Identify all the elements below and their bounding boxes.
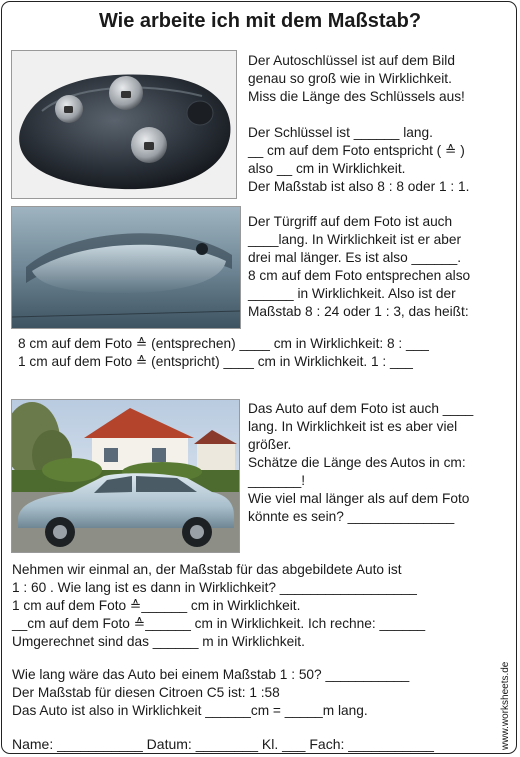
text-line: Schätze die Länge des Autos in cm: xyxy=(248,455,466,470)
text-line: Der Schlüssel ist ______ lang. xyxy=(248,125,433,140)
text-line: 8 cm auf dem Foto ≙ (entsprechen) ____ cm in Wirklichkeit: 8 : ___ xyxy=(18,336,429,351)
text-line: drei mal länger. Es ist also ______. xyxy=(248,250,462,265)
scale-exercise xyxy=(12,561,425,651)
car-key-photo xyxy=(11,50,237,199)
subject-label: Fach: xyxy=(309,736,345,752)
date-label: Datum: xyxy=(146,736,192,752)
date-blank: ________ xyxy=(195,736,258,752)
handle-description xyxy=(248,213,470,321)
text-line: lang. In Wirklichkeit ist es aber viel xyxy=(248,419,458,434)
page-title: Wie arbeite ich mit dem Maßstab? xyxy=(98,10,422,32)
footer-fields xyxy=(12,735,434,753)
name-label: Name: xyxy=(12,736,54,752)
text-line: __ cm auf dem Foto entspricht ( ≙ ) xyxy=(248,143,465,158)
text-line: Das Auto ist also in Wirklichkeit ______cm = _____m lang. xyxy=(12,703,368,718)
text-line: Nehmen wir einmal an, der Maßstab für das abgebildete Auto ist xyxy=(12,562,402,577)
text-line: könnte es sein? ______________ xyxy=(248,509,455,524)
text-line: _______! xyxy=(248,473,306,488)
text-line: Der Maßstab für diesen Citroen C5 ist: 1 :58 xyxy=(12,685,280,700)
class-label: Kl. xyxy=(261,736,279,752)
text-line: ______ in Wirklichkeit. Also ist der xyxy=(248,286,456,301)
text-line: Der Türgriff auf dem Foto ist auch xyxy=(248,214,453,229)
text-line: 8 cm auf dem Foto entsprechen also xyxy=(248,268,471,283)
brand-watermark: www.worksheets.de xyxy=(500,661,511,750)
text-line: Umgerechnet sind das ______ m in Wirklichkeit. xyxy=(12,634,305,649)
text-line: 1 cm auf dem Foto ≙ (entspricht) ____ cm in Wirklichkeit. 1 : ___ xyxy=(18,354,413,369)
door-handle-photo xyxy=(11,206,241,329)
key-description xyxy=(248,52,469,196)
text-line: ____lang. In Wirklichkeit ist er aber xyxy=(248,232,462,247)
ratio-lines xyxy=(18,335,429,371)
car-photo xyxy=(11,399,240,553)
text-line: Das Auto auf dem Foto ist auch ____ xyxy=(248,401,474,416)
text-line: Der Maßstab ist also 8 : 8 oder 1 : 1. xyxy=(248,179,470,194)
text-line: Miss die Länge des Schlüssels aus! xyxy=(248,89,465,104)
text-line: 1 : 60 . Wie lang ist es dann in Wirklichkeit? __________________ xyxy=(12,580,417,595)
car-description xyxy=(248,400,473,526)
text-line: Wie viel mal länger als auf dem Foto xyxy=(248,491,470,506)
text-line: also __ cm in Wirklichkeit. xyxy=(248,161,406,176)
text-line: 1 cm auf dem Foto ≙______ cm in Wirklichkeit. xyxy=(12,598,301,613)
text-line: Maßstab 8 : 24 oder 1 : 3, das heißt: xyxy=(248,304,469,319)
final-exercise xyxy=(12,666,409,720)
text-line: größer. xyxy=(248,437,292,452)
subject-blank: ___________ xyxy=(348,736,434,752)
text-line: Wie lang wäre das Auto bei einem Maßstab 1 : 50? ___________ xyxy=(12,667,410,682)
name-blank: ___________ xyxy=(57,736,143,752)
class-blank: ___ xyxy=(282,736,306,752)
text-line: genau so groß wie in Wirklichkeit. xyxy=(248,71,452,86)
text-line: __cm auf dem Foto ≙______ cm in Wirklichkeit. Ich rechne: ______ xyxy=(12,616,426,631)
text-line: Der Autoschlüssel ist auf dem Bild xyxy=(248,53,455,68)
